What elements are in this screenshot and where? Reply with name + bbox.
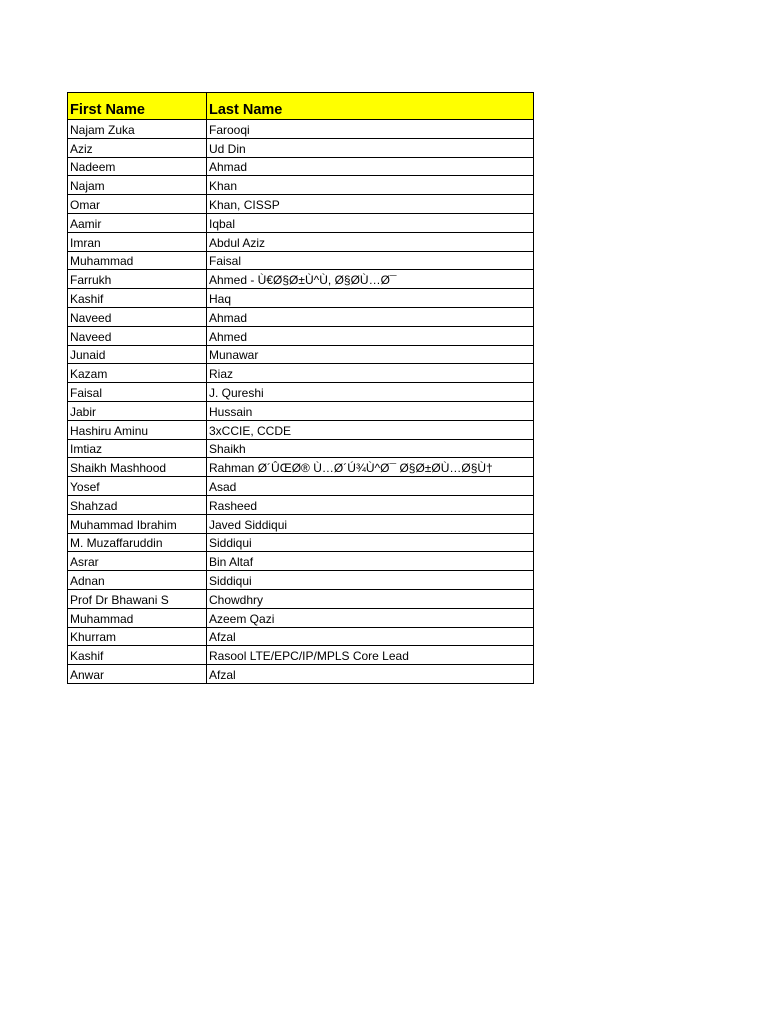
first-name-cell: Kashif: [68, 289, 207, 308]
table-row: [68, 495, 534, 514]
table-row: [68, 646, 534, 665]
first-name-cell: Asrar: [68, 552, 207, 571]
last-name-cell: Shaikh: [207, 439, 534, 458]
last-name-cell: Azeem Qazi: [207, 608, 534, 627]
table-row: [68, 589, 534, 608]
first-name-cell: Shaikh Mashhood: [68, 458, 207, 477]
last-name-cell: Rasheed: [207, 495, 534, 514]
last-name-cell: Afzal: [207, 627, 534, 646]
table-body: [68, 120, 534, 684]
first-name-cell: Kazam: [68, 364, 207, 383]
last-name-cell: Ahmed: [207, 326, 534, 345]
table-row: [68, 514, 534, 533]
table-row: [68, 533, 534, 552]
first-name-cell: Imtiaz: [68, 439, 207, 458]
first-name-cell: Faisal: [68, 383, 207, 402]
last-name-cell: Bin Altaf: [207, 552, 534, 571]
last-name-cell: Afzal: [207, 665, 534, 684]
table-row: [68, 665, 534, 684]
table-row: [68, 364, 534, 383]
last-name-cell: Khan, CISSP: [207, 195, 534, 214]
first-name-cell: Naveed: [68, 326, 207, 345]
last-name-cell: Farooqi: [207, 120, 534, 139]
first-name-cell: Farrukh: [68, 270, 207, 289]
table-row: [68, 439, 534, 458]
table-row: [68, 401, 534, 420]
table-row: [68, 270, 534, 289]
first-name-cell: Yosef: [68, 477, 207, 496]
last-name-cell: Rahman Ø´ÛŒØ® Ù…Ø´Ú¾Ù^Ø¯ Ø§Ø±ØÙ…Ø§Ù†: [207, 458, 534, 477]
first-name-cell: Imran: [68, 232, 207, 251]
first-name-cell: Najam: [68, 176, 207, 195]
first-name-cell: Najam Zuka: [68, 120, 207, 139]
last-name-cell: Riaz: [207, 364, 534, 383]
last-name-cell: J. Qureshi: [207, 383, 534, 402]
table-row: [68, 458, 534, 477]
last-name-cell: Abdul Aziz: [207, 232, 534, 251]
table-row: [68, 326, 534, 345]
header-last-name: Last Name: [207, 93, 534, 120]
table-row: [68, 307, 534, 326]
last-name-cell: Munawar: [207, 345, 534, 364]
last-name-cell: Ahmad: [207, 307, 534, 326]
spreadsheet-page: [67, 92, 534, 684]
last-name-cell: Rasool LTE/EPC/IP/MPLS Core Lead: [207, 646, 534, 665]
first-name-cell: Kashif: [68, 646, 207, 665]
first-name-cell: Muhammad: [68, 608, 207, 627]
last-name-cell: Chowdhry: [207, 589, 534, 608]
table-row: [68, 345, 534, 364]
last-name-cell: Iqbal: [207, 213, 534, 232]
first-name-cell: Muhammad: [68, 251, 207, 270]
last-name-cell: Ud Din: [207, 138, 534, 157]
first-name-cell: Muhammad Ibrahim: [68, 514, 207, 533]
table-row: [68, 213, 534, 232]
names-table: [67, 92, 534, 684]
table-row: [68, 157, 534, 176]
table-row: [68, 176, 534, 195]
last-name-cell: Javed Siddiqui: [207, 514, 534, 533]
table-row: [68, 138, 534, 157]
last-name-cell: Ahmad: [207, 157, 534, 176]
table-row: [68, 627, 534, 646]
last-name-cell: Asad: [207, 477, 534, 496]
table-row: [68, 232, 534, 251]
last-name-cell: Ahmed - Ù€Ø§Ø±Ù^Ù, Ø§ØÙ…Ø¯: [207, 270, 534, 289]
first-name-cell: Omar: [68, 195, 207, 214]
table-row: [68, 195, 534, 214]
table-row: [68, 383, 534, 402]
last-name-cell: Faisal: [207, 251, 534, 270]
first-name-cell: Hashiru Aminu: [68, 420, 207, 439]
table-row: [68, 420, 534, 439]
last-name-cell: Siddiqui: [207, 571, 534, 590]
first-name-cell: Junaid: [68, 345, 207, 364]
first-name-cell: Aamir: [68, 213, 207, 232]
first-name-cell: Adnan: [68, 571, 207, 590]
first-name-cell: Prof Dr Bhawani S: [68, 589, 207, 608]
header-first-name: First Name: [68, 93, 207, 120]
first-name-cell: Jabir: [68, 401, 207, 420]
last-name-cell: Haq: [207, 289, 534, 308]
last-name-cell: Siddiqui: [207, 533, 534, 552]
first-name-cell: Nadeem: [68, 157, 207, 176]
last-name-cell: 3xCCIE, CCDE: [207, 420, 534, 439]
first-name-cell: Naveed: [68, 307, 207, 326]
table-row: [68, 608, 534, 627]
table-row: [68, 289, 534, 308]
first-name-cell: Khurram: [68, 627, 207, 646]
first-name-cell: Aziz: [68, 138, 207, 157]
table-row: [68, 571, 534, 590]
last-name-cell: Hussain: [207, 401, 534, 420]
header-row: [68, 93, 534, 120]
first-name-cell: Anwar: [68, 665, 207, 684]
table-row: [68, 552, 534, 571]
first-name-cell: M. Muzaffaruddin: [68, 533, 207, 552]
first-name-cell: Shahzad: [68, 495, 207, 514]
table-row: [68, 251, 534, 270]
last-name-cell: Khan: [207, 176, 534, 195]
table-row: [68, 477, 534, 496]
table-row: [68, 120, 534, 139]
